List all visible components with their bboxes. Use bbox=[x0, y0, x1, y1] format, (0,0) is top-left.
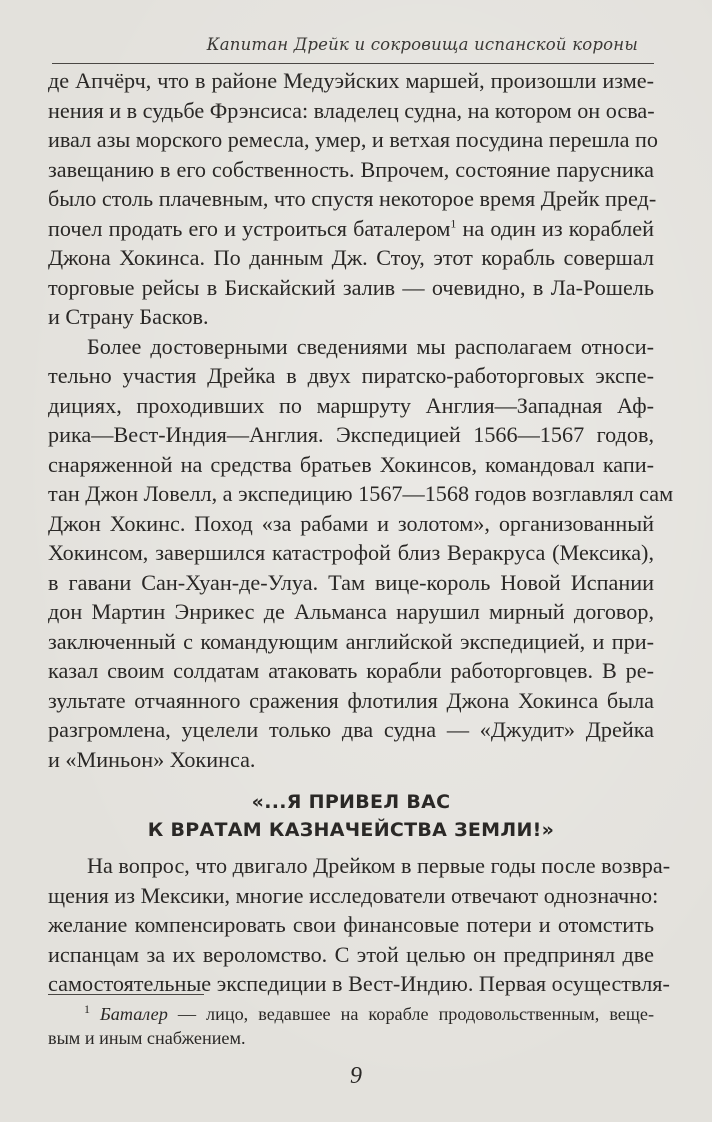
text-line: зультате отчаянного сражения флотилия Джона Хокинса была bbox=[48, 687, 654, 713]
running-title: Капитан Дрейк и сокровища испанской короны bbox=[206, 35, 638, 54]
text-segment: почел продать его и устроиться баталером bbox=[48, 215, 451, 241]
footnote-term: Баталер bbox=[100, 1004, 168, 1024]
text-line: снаряженной на средства братьев Хокинсов, командовал капи- bbox=[48, 451, 654, 477]
section-text bbox=[48, 851, 671, 999]
footnote-line: вым и иным снабжением. bbox=[48, 1028, 246, 1048]
main-text bbox=[48, 66, 674, 774]
text-line: торговые рейсы в Бискайский залив — очевидно, в Ла-Рошель bbox=[48, 274, 654, 300]
running-header bbox=[52, 33, 654, 64]
page-number: 9 bbox=[350, 1063, 362, 1089]
footnote bbox=[48, 1002, 654, 1050]
text-line: ивал азы морского ремесла, умер, и ветхая посудина перешла по bbox=[48, 127, 659, 152]
text-line: На вопрос, что двигало Дрейком в первые годы после возвра- bbox=[87, 853, 671, 878]
text-line: нения и в судьбе Фрэнсиса: владелец судна, на котором он осва- bbox=[48, 97, 655, 123]
text-line: тан Джон Ловелл, а экспедицию 1567—1568 годов возглавлял сам bbox=[48, 481, 674, 506]
text-line: разгромлена, уцелели только два судна — «Джудит» Дрейка bbox=[48, 717, 654, 742]
heading-line: «...Я ПРИВЕЛ ВАС bbox=[251, 791, 451, 813]
heading-line: К ВРАТАМ КАЗНАЧЕЙСТВА ЗЕМЛИ!» bbox=[147, 819, 555, 841]
footnote-text: — лицо, ведавшее на корабле продовольственным, веще- bbox=[167, 1004, 655, 1024]
text-line: Джона Хокинса. По данным Дж. Стоу, этот корабль совершал bbox=[48, 245, 654, 270]
section-heading bbox=[48, 788, 654, 844]
text-line: желание компенсировать свои финансовые потери и отомстить bbox=[48, 912, 654, 937]
text-line: испанцам за их вероломство. С этой целью он предпринял две bbox=[48, 941, 654, 967]
text-line: и Страну Басков. bbox=[48, 304, 209, 329]
text-line: казал своим солдатам атаковать корабли работорговцев. В ре- bbox=[48, 658, 654, 683]
text-line bbox=[48, 214, 654, 244]
text-line: завещанию в его собственность. Впрочем, состояние парусника bbox=[48, 156, 654, 182]
text-line: де Апчёрч, что в районе Медуэйских маршей, произошли изме- bbox=[48, 68, 654, 93]
text-line: дициях, проходивших по маршруту Англия—Западная Аф- bbox=[48, 392, 654, 418]
text-line: тельно участия Дрейка в двух пиратско-работорговых экспе- bbox=[48, 363, 654, 388]
text-line: рика—Вест-Индия—Англия. Экспедицией 1566—1567 годов, bbox=[48, 422, 654, 447]
text-line: Более достоверными сведениями мы располагаем относи- bbox=[87, 333, 654, 359]
text-line: самостоятельные экспедиции в Вест-Индию. Первая осуществля- bbox=[48, 971, 670, 996]
footnote-divider bbox=[48, 994, 204, 995]
text-segment: на один из кораблей bbox=[456, 215, 654, 241]
text-line: Джон Хокинс. Поход «за рабами и золотом», организованный bbox=[48, 510, 654, 536]
text-line: заключенный с командующим английской экспедицией, и при- bbox=[48, 628, 654, 654]
text-line: было столь плачевным, что спустя некоторое время Дрейк пред- bbox=[48, 186, 657, 211]
text-line: Хокинсом, завершился катастрофой близ Веракруса (Мексика), bbox=[48, 540, 654, 565]
text-line: и «Миньон» Хокинса. bbox=[48, 746, 256, 772]
footnote-marker: 1 bbox=[84, 1001, 90, 1016]
text-line: дон Мартин Энрикес де Альманса нарушил мирный договор, bbox=[48, 599, 654, 624]
text-line: в гавани Сан-Хуан-де-Улуа. Там вице-король Новой Испании bbox=[48, 569, 654, 595]
text-line: щения из Мексики, многие исследователи отвечают однозначно: bbox=[48, 882, 659, 908]
footnote-reference: 1 bbox=[450, 216, 457, 231]
footnote-line bbox=[48, 1002, 654, 1026]
